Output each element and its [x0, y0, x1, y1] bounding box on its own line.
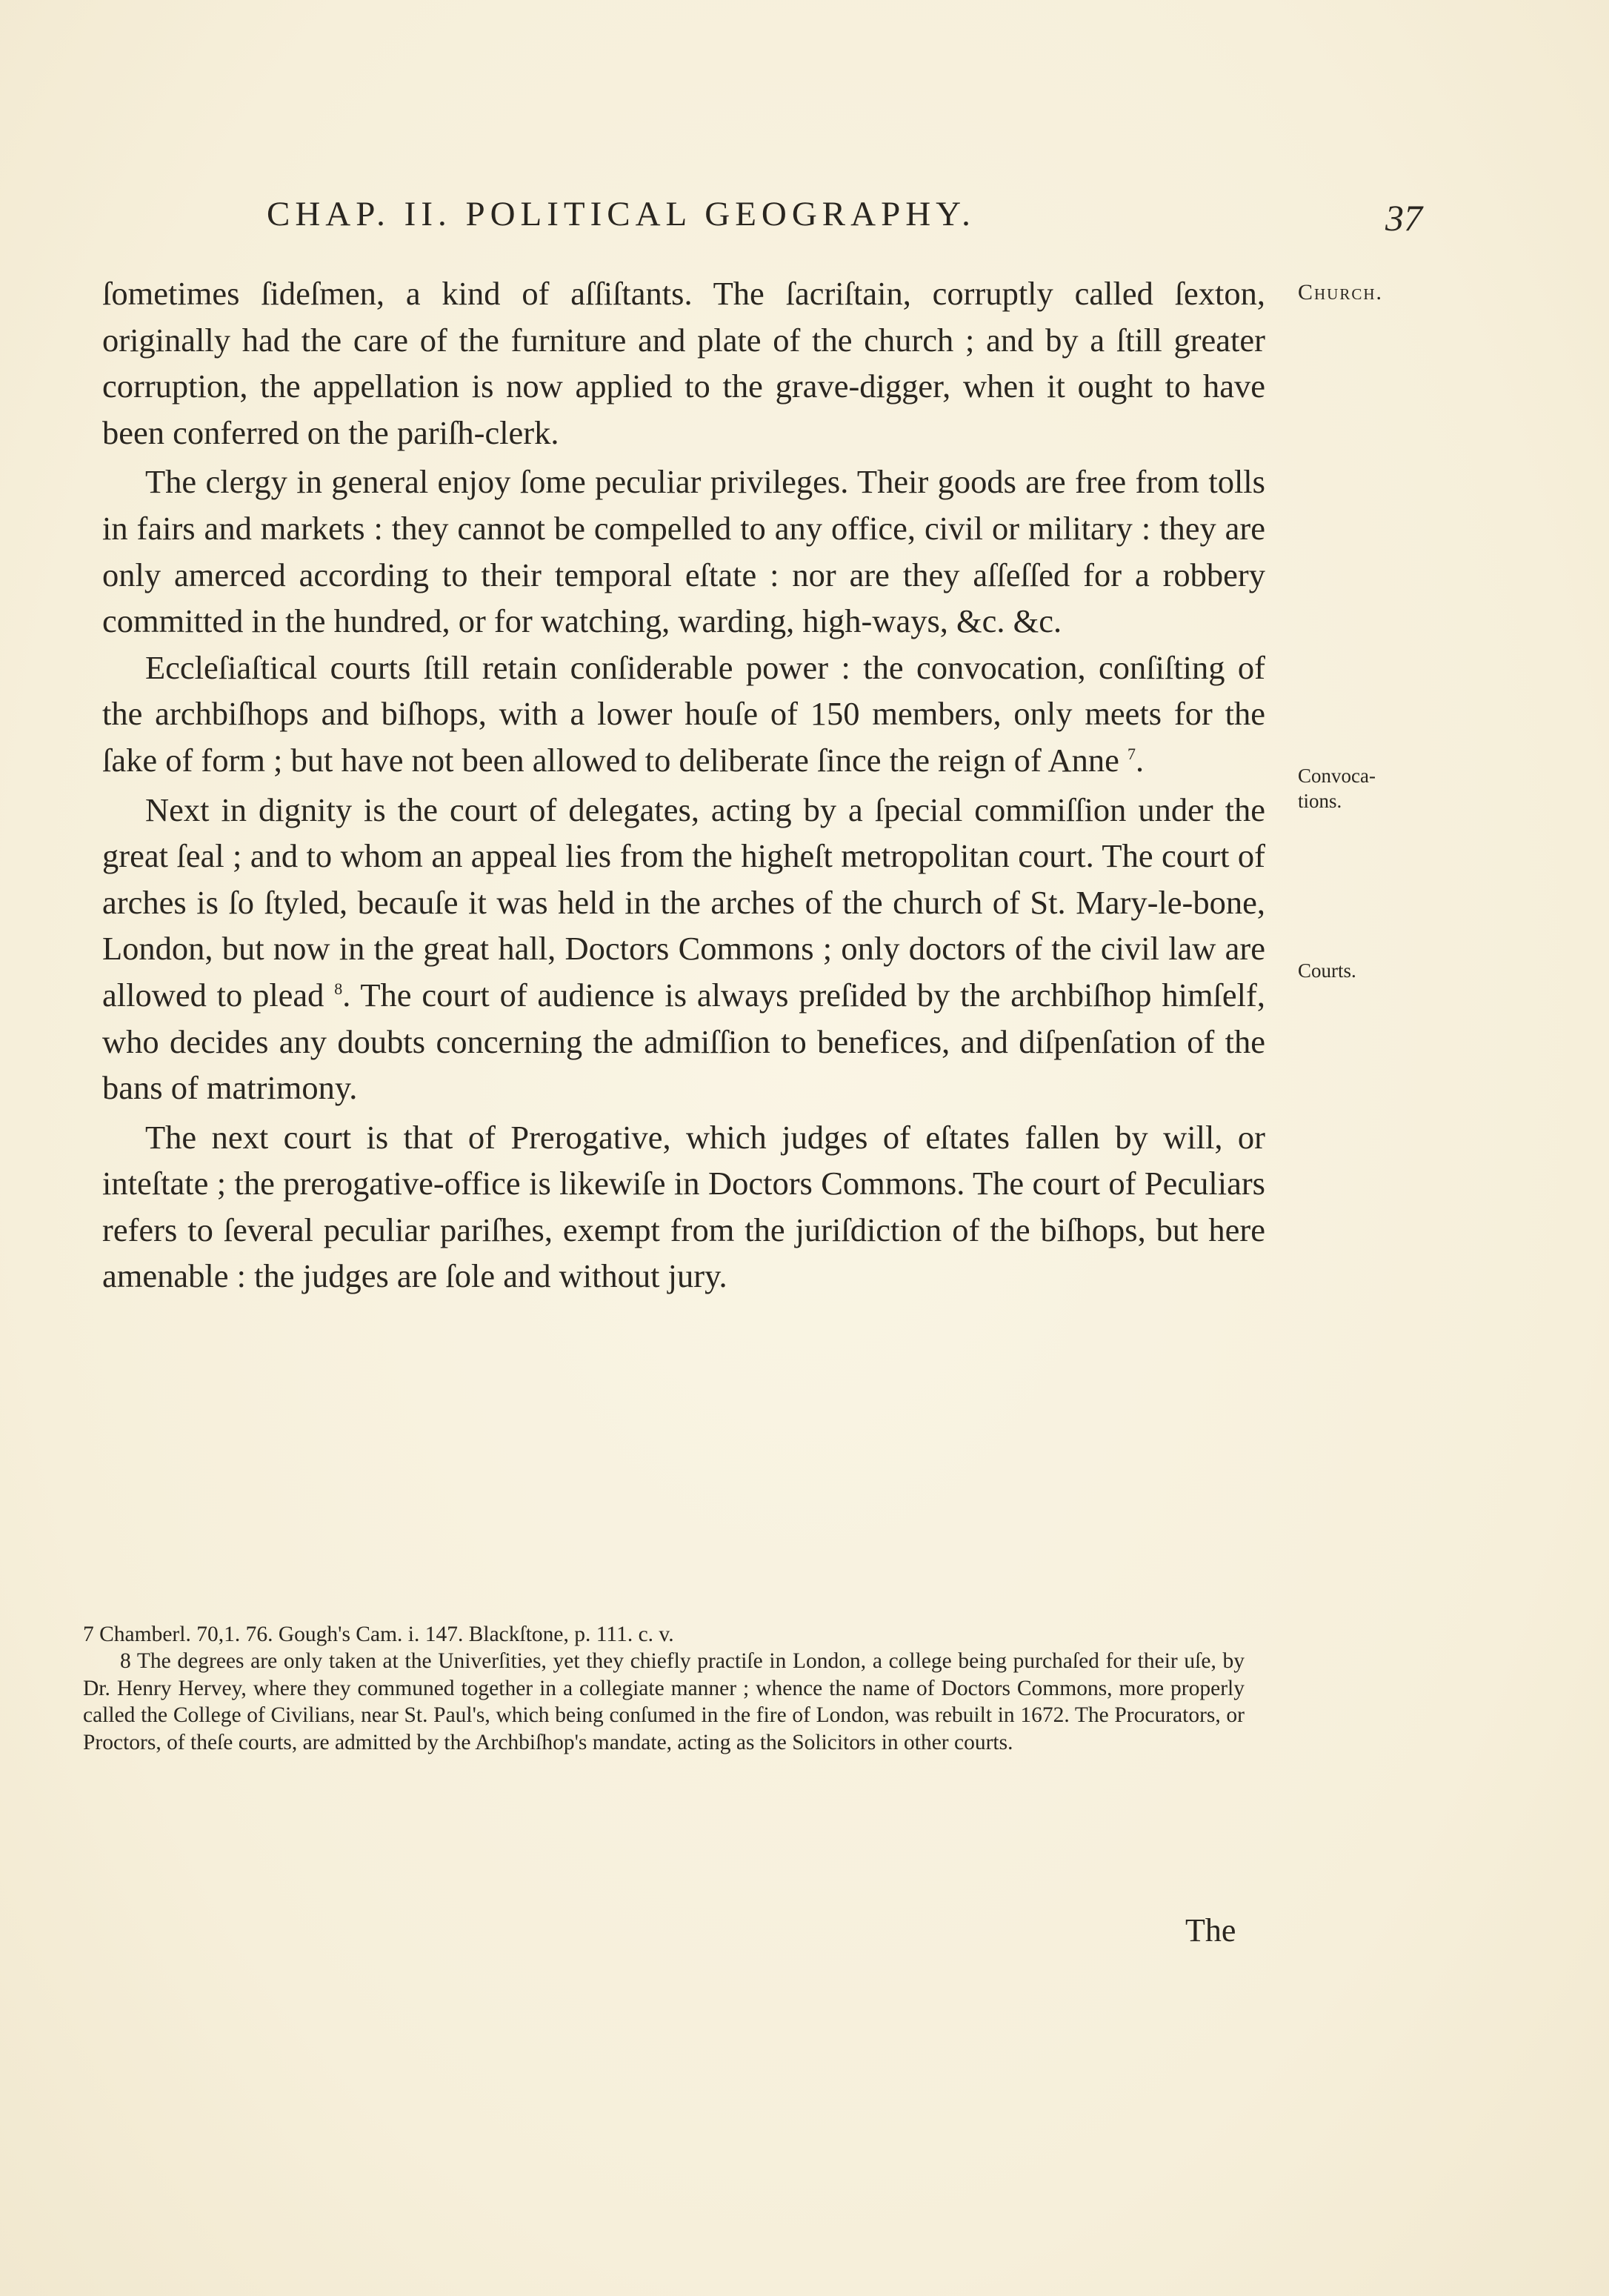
page-number: 37	[1385, 197, 1422, 239]
catchword: The	[1185, 1912, 1236, 1949]
paragraph-courts: Next in dignity is the court of delegates, acting by a ſpecial commiſſion under the great ſeal ; and to whom an appeal lies from the higheſt metropolitan court. The court of arches is ſo ſtyled, becauſe it was held in the arches of the church of St. Mary-le-bone, London, but now in the great hall, Doctors Commons ; only doctors of the civil law are allowed to plead $^8$. The court of audience is always preſided by the archbiſhop himſelf, who decides any doubts concerning the admiſſion to benefices, and diſpenſation of the bans of matrimony.	[102, 791, 1265, 1107]
footnotes	[83, 1621, 1245, 1756]
paragraph-convocation: Eccleſiaſtical courts ſtill retain conſiderable power : the convocation, conſiſting of the archbiſhops and biſhops, with a lower houſe of 150 members, only meets for the ſake of form ; but have not been allowed to deliberate ſince the reign of Anne $^7$.	[102, 648, 1265, 779]
footnote: 8 The degrees are only taken at the Univerſities, yet they chiefly practiſe in London, a college being purchaſed for their uſe, by Dr. Henry Hervey, where they communed together in a collegiate manner ; whence the name of Doctors Commons, more properly called the College of Civilians, near St. Paul's, which being conſumed in the fire of London, was rebuilt in 1672. The Procurators, or Proctors, of theſe courts, are admitted by the Archbiſhop's mandate, acting as the Solicitors in other courts.	[83, 1649, 1245, 1754]
main-text	[102, 270, 1265, 1300]
paragraph-text: The court of audience is always preſided by the archbiſhop himſelf, who decides any doubts concerning the admiſſion to benefices, and diſpenſation of the bans of matrimony.	[102, 976, 1265, 1107]
footnote-mark: 7	[1127, 745, 1136, 764]
paragraph-text: Next in dignity is the court of delegates, acting by a ſpecial commiſſion under the great ſeal ; and to whom an appeal lies from the higheſt metropolitan court. The court of arches is ſo ſtyled, becauſe it was held in the arches of the church of St. Mary-le-bone, London, but now in the great hall, Doctors Commons ; only doctors of the civil law are allowed to plead	[102, 791, 1265, 1014]
paragraph: The next court is that of Prerogative, which judges of eſtates fallen by will, or inteſtate ; the prerogative-office is likewiſe in Doctors Commons. The court of Peculiars refers to ſeveral peculiar pariſhes, exempt from the juriſdiction of the biſhops, but here amenable : the judges are ſole and without jury.	[102, 1118, 1265, 1295]
footnote: 7 Chamberl. 70,1. 76. Gough's Cam. i. 147. Blackſtone, p. 111. c. v.	[83, 1623, 674, 1646]
paragraph: The clergy in general enjoy ſome peculiar privileges. Their goods are free from tolls in fairs and markets : they cannot be compelled to any office, civil or military : they are only amerced according to their temporal eſtate : nor are they aſſeſſed for a robbery committed in the hundred, or for watching, warding, high-ways, &c. &c.	[102, 463, 1265, 640]
footnote-mark: 8	[334, 979, 343, 999]
running-title: CHAP. II. POLITICAL GEOGRAPHY.	[267, 195, 976, 233]
margin-note-convocations: Convoca- tions.	[1298, 765, 1376, 812]
paragraph: ſometimes ſideſmen, a kind of aſſiſtants. The ſacriſtain, corruptly called ſexton, originally had the care of the furniture and plate of the church ; and by a ſtill greater corruption, the appellation is now applied to the grave-digger, when it ought to have been conferred on the pariſh-clerk.	[102, 275, 1265, 451]
paragraph-text: Eccleſiaſtical courts ſtill retain conſiderable power : the convocation, conſiſting of the archbiſhops and biſhops, with a lower houſe of 150 members, only meets for the ſake of form ; but have not been allowed to deliberate ſince the reign of Anne	[102, 648, 1265, 779]
margin-note-church: Church.	[1298, 280, 1384, 305]
margin-note-courts: Courts.	[1298, 959, 1356, 982]
